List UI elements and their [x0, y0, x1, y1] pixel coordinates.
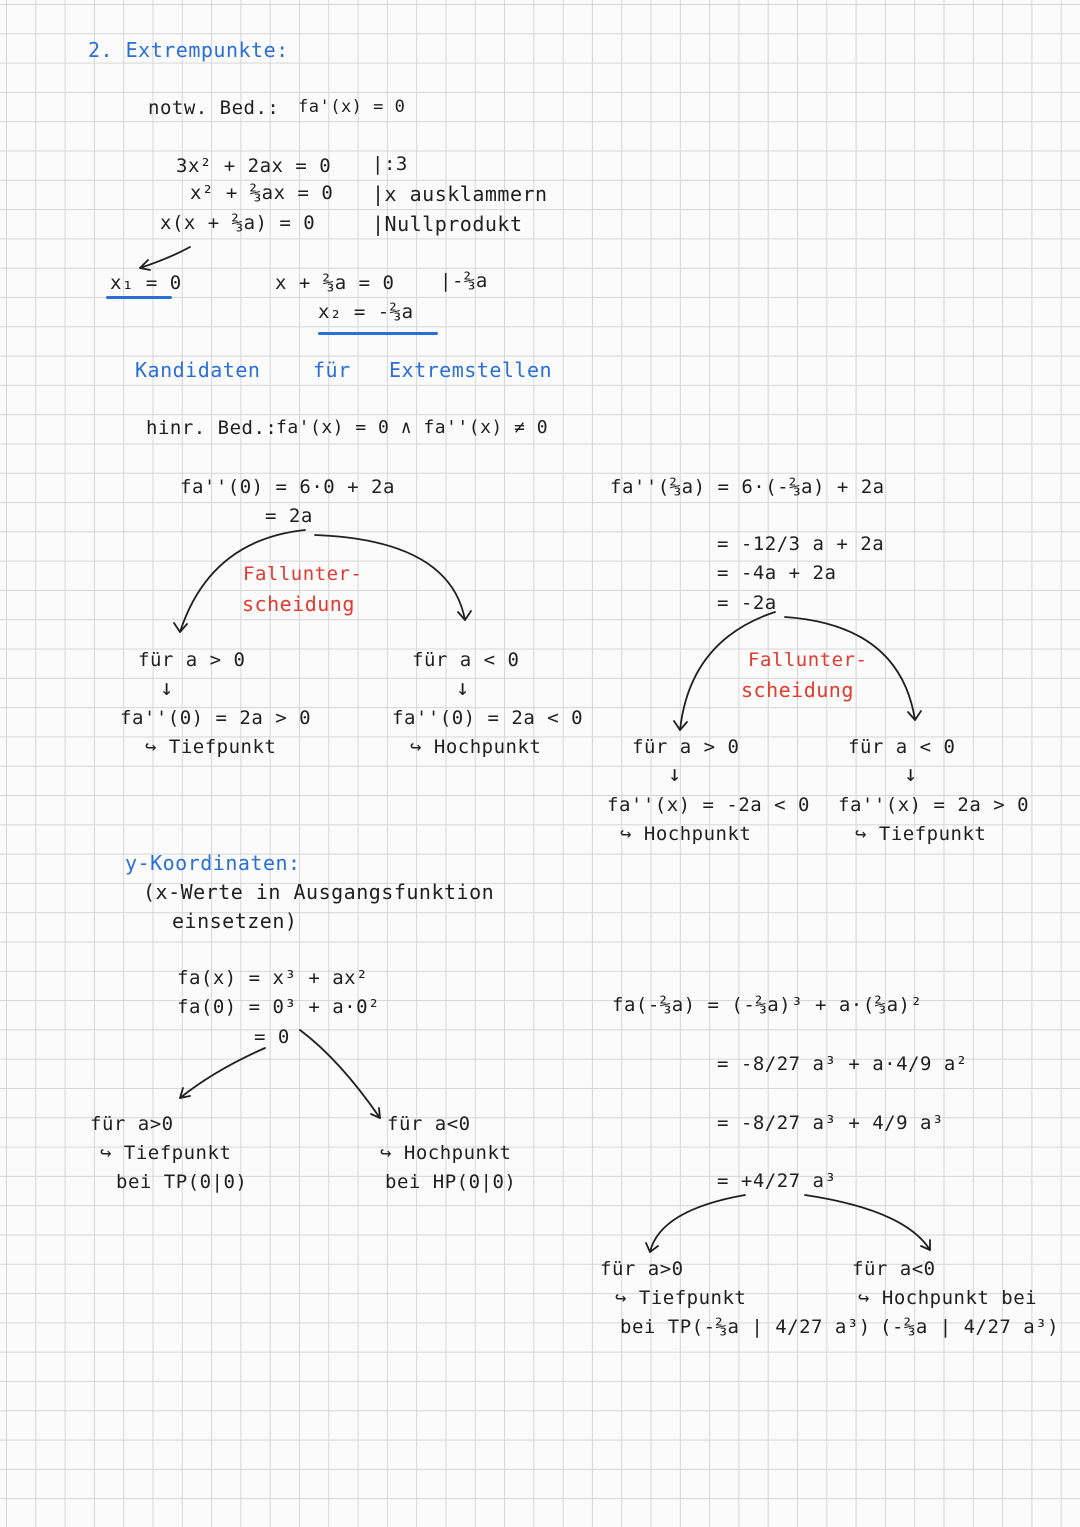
case-heading: für a>0 [600, 1258, 684, 1280]
case-result: ↪ Tiefpunkt [615, 1287, 747, 1309]
necessary-condition: fa'(x) = 0 [298, 97, 406, 117]
down-arrow: ↓ [160, 676, 174, 701]
equation-note: |x ausklammern [372, 182, 548, 206]
down-arrow: ↓ [456, 676, 470, 701]
function-eq: = -8/27 a³ + 4/9 a³ [717, 1112, 944, 1134]
x2-result: x₂ = -⅔a [318, 301, 414, 323]
case-split-label: Fallunter- [243, 563, 363, 585]
down-arrow: ↓ [668, 762, 682, 787]
case-point: (-⅔a | 4/27 a³) [880, 1316, 1060, 1338]
function-eq: fa(-⅔a) = (-⅔a)³ + a·(⅔a)² [612, 994, 923, 1016]
case-heading: für a < 0 [848, 736, 956, 758]
sufficient-condition: fa'(x) = 0 ∧ fa''(x) ≠ 0 [276, 417, 549, 438]
equation-note: |:3 [372, 153, 408, 175]
second-derivative-eq: fa''(0) = 6·0 + 2a [180, 476, 395, 498]
ycoord-subtitle: einsetzen) [172, 909, 298, 933]
necessary-condition-label: notw. Bed.: [148, 97, 280, 119]
x1-result: x₁ = 0 [110, 272, 182, 294]
candidates-word: Kandidaten [135, 358, 261, 382]
case-heading: für a < 0 [412, 649, 520, 671]
case-point: bei HP(0|0) [385, 1171, 517, 1193]
case-result: ↪ Hochpunkt bei [858, 1287, 1038, 1309]
second-derivative-eq: fa''(⅔a) = 6·(-⅔a) + 2a [610, 476, 885, 498]
case-equation: fa''(0) = 2a < 0 [392, 707, 584, 729]
case-split-label: Fallunter- [748, 649, 868, 671]
function-eq: fa(0) = 0³ + a·0² [177, 996, 380, 1018]
equation-line: 3x² + 2ax = 0 [176, 155, 332, 177]
case-point: bei TP(-⅔a | 4/27 a³) [620, 1316, 871, 1338]
second-derivative-eq: = -2a [717, 592, 777, 614]
case-result: ↪ Hochpunkt [380, 1142, 512, 1164]
equation-note: |-⅔a [440, 270, 488, 292]
x2-underline [318, 332, 438, 335]
function-eq: fa(x) = x³ + ax² [177, 967, 369, 989]
case-result: ↪ Hochpunkt [620, 823, 752, 845]
case-heading: für a>0 [90, 1113, 174, 1135]
case-split-label: scheidung [741, 678, 854, 702]
second-derivative-eq: = -4a + 2a [717, 562, 837, 584]
equation-note: |Nullprodukt [372, 212, 523, 236]
case-heading: für a<0 [852, 1258, 936, 1280]
case-equation: fa''(0) = 2a > 0 [120, 707, 312, 729]
sufficient-condition-label: hinr. Bed.: [146, 417, 278, 439]
second-derivative-eq: = 2a [265, 505, 313, 527]
case-heading: für a > 0 [632, 736, 740, 758]
case-heading: für a<0 [387, 1113, 471, 1135]
equation-line: x² + ⅔ax = 0 [190, 182, 334, 204]
function-eq: = 0 [254, 1026, 290, 1048]
case-heading: für a > 0 [138, 649, 246, 671]
second-derivative-eq: = -12/3 a + 2a [717, 533, 885, 555]
ycoord-subtitle: (x-Werte in Ausgangsfunktion [143, 880, 495, 904]
down-arrow: ↓ [904, 762, 918, 787]
ycoord-title: y-Koordinaten: [125, 851, 301, 875]
case-result: ↪ Tiefpunkt [145, 736, 277, 758]
case-result: ↪ Tiefpunkt [100, 1142, 232, 1164]
section-heading: 2. Extrempunkte: [88, 38, 289, 62]
x1-underline [106, 296, 172, 299]
case-result: ↪ Tiefpunkt [855, 823, 987, 845]
case-split-label: scheidung [242, 592, 355, 616]
candidates-word: für [313, 358, 351, 382]
equation-line: x(x + ⅔a) = 0 [160, 212, 316, 234]
equation-line: x + ⅔a = 0 [275, 272, 395, 294]
function-eq: = -8/27 a³ + a·4/9 a² [717, 1053, 968, 1075]
case-equation: fa''(x) = -2a < 0 [607, 794, 810, 816]
case-point: bei TP(0|0) [116, 1171, 248, 1193]
candidates-word: Extremstellen [389, 358, 553, 382]
case-equation: fa''(x) = 2a > 0 [838, 794, 1030, 816]
case-result: ↪ Hochpunkt [410, 736, 542, 758]
function-eq: = +4/27 a³ [717, 1170, 837, 1192]
